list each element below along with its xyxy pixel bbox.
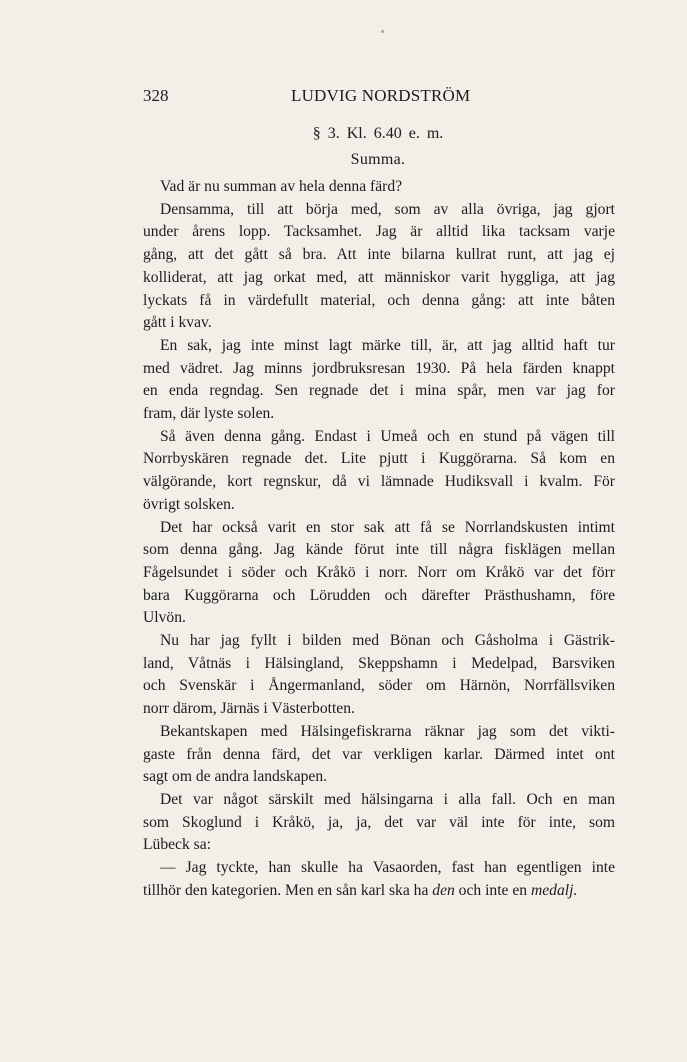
running-title: LUDVIG NORDSTRÖM [291, 86, 471, 105]
text-line: Lübeck sa: [143, 836, 211, 854]
paragraph-3 [143, 335, 615, 426]
text-line: sagt om de andra landskapen. [143, 768, 328, 786]
last-line-text-2: och inte en [454, 881, 531, 899]
text-line: kolliderat, att jag orkat med, att människor varit hyggliga, att jag [143, 268, 615, 286]
emphasis-medalj: medalj. [531, 881, 578, 899]
paragraph-7 [143, 721, 615, 789]
text-line: bara Kuggörarna och Lörudden och därefter Prästhushamn, före [143, 586, 615, 604]
text-line: Bekantskapen med Hälsingefiskrarna räknar jag som det vikti- [160, 722, 615, 740]
paragraph-1 [143, 176, 615, 199]
page-number: 328 [143, 86, 169, 105]
page-header [143, 84, 613, 108]
text-line: fram, där lyste solen. [143, 405, 275, 423]
paragraph-2 [143, 199, 615, 335]
text-line: och Svenskär i Ångermanland, söder om Härnön, Norrfällsviken [143, 677, 615, 695]
text-line: som denna gång. Jag kände förut inte till några fisklägen mellan [143, 541, 615, 559]
text-line: Fågelsundet i söder och Kråkö i norr. Norr om Kråkö var det förr [143, 563, 615, 581]
text-line: Så även denna gång. Endast i Umeå och en stund på vägen till [160, 427, 615, 445]
text-line: under årens lopp. Tacksamhet. Jag är alltid lika tacksam varje [143, 223, 615, 241]
text-line: Det har också varit en stor sak att få se Norrlandskusten intimt [160, 518, 615, 536]
paragraph-4 [143, 426, 615, 517]
text-line: som Skoglund i Kråkö, ja, ja, det var väl inte för inte, som [143, 813, 615, 831]
text-line: Vad är nu summan av hela denna färd? [160, 178, 403, 195]
last-line-text-1: tillhör den kategorien. Men en sån karl ska ha [143, 881, 433, 899]
section-title: Summa. [350, 151, 406, 168]
text-line: en enda regndag. Sen regnade det i mina spår, men var jag for [143, 382, 615, 400]
text-line: med vädret. Jag minns jordbruksresan 1930. På hela färden knappt [143, 359, 615, 377]
paragraph-8 [143, 789, 615, 857]
text-line: Norrbyskären regnade det. Lite pjutt i Kuggörarna. Så kom en [143, 450, 615, 468]
text-line: land, Våtnäs i Hälsingland, Skeppshamn i Medelpad, Barsviken [143, 654, 615, 672]
text-line: Ulvön. [143, 609, 186, 627]
text-line: övrigt solsken. [143, 495, 235, 513]
text-line: gått i kvav. [143, 314, 212, 332]
text-line: Nu har jag fyllt i bilden med Bönan och Gåsholma i Gästrik- [160, 632, 615, 650]
text-line: lyckats få in värdefullt material, och denna gång: att inte båten [143, 291, 615, 309]
text-line: norr därom, Järnäs i Västerbotten. [143, 700, 355, 718]
paper-speck [381, 30, 384, 33]
text-line: Densamma, till att börja med, som av alla övriga, jag gjort [160, 200, 615, 218]
body-text [143, 176, 615, 903]
last-line [143, 880, 615, 903]
text-line: gaste från denna färd, det var verkligen karlar. Därmed intet ont [143, 745, 615, 763]
text-line: gång, att det gått så bra. Att inte bilarna kullrat runt, att jag ej [143, 246, 615, 264]
section-reference: § 3. Kl. 6.40 e. m. [312, 125, 444, 142]
text-line: — Jag tyckte, han skulle ha Vasaorden, fast han egentligen inte [160, 859, 615, 877]
text-line: välgörande, kort regnskur, då vi lämnade Hudiksvall i kvalm. För [143, 473, 615, 491]
text-line: Det var något särskilt med hälsingarna i alla fall. Och en man [160, 790, 615, 808]
paragraph-6 [143, 630, 615, 721]
emphasis-den: den [432, 881, 455, 899]
text-line: En sak, jag inte minst lagt märke till, är, att jag alltid haft tur [160, 336, 615, 354]
paragraph-9 [143, 857, 615, 902]
paragraph-5 [143, 517, 615, 631]
